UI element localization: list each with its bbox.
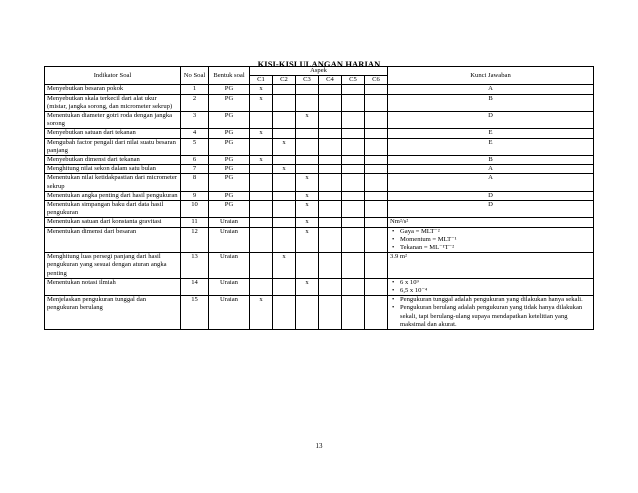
aspek-c3-cell	[296, 138, 319, 155]
indikator-cell: Mengubah factor pengali dari nilai suatu besaran panjang	[45, 138, 181, 155]
kunci-cell	[388, 138, 594, 155]
table-row	[45, 201, 594, 218]
page-number: 13	[315, 442, 323, 450]
aspek-c1-cell	[250, 191, 273, 200]
table-row	[45, 253, 594, 279]
header-aspek-c2: C2	[273, 76, 296, 85]
bentuk-soal-cell: Uraian	[209, 227, 250, 253]
aspek-c2-cell	[273, 156, 296, 165]
aspek-c2-cell: x	[273, 253, 296, 279]
kunci-list-item: • Pengukuran tunggal adalah pengukuran yang dilakukan hanya sekali.	[400, 296, 591, 304]
aspek-c4-cell	[319, 94, 342, 111]
kunci-cell	[388, 227, 594, 253]
header-aspek-c4: C4	[319, 76, 342, 85]
kunci-value: B	[488, 156, 493, 164]
aspek-c5-cell	[342, 218, 365, 227]
aspek-c3-cell: x	[296, 218, 319, 227]
aspek-c3-cell	[296, 85, 319, 94]
table-row	[45, 156, 594, 165]
table-row	[45, 165, 594, 174]
bentuk-soal-cell: Uraian	[209, 278, 250, 295]
aspek-c3-cell	[296, 156, 319, 165]
aspek-c2-cell: x	[273, 138, 296, 155]
indikator-cell: Menghitung luas persegi panjang dari hasil pengukuran yang sesuai dengan aturan angka penting	[45, 253, 181, 279]
kunci-value: 3.9 m²	[390, 253, 408, 261]
aspek-c1-cell: x	[250, 129, 273, 138]
aspek-c5-cell	[342, 174, 365, 191]
bentuk-soal-cell: PG	[209, 165, 250, 174]
aspek-c4-cell	[319, 296, 342, 330]
header-indikator: Indikator Soal	[45, 67, 181, 85]
aspek-c1-cell	[250, 201, 273, 218]
aspek-c6-cell	[365, 191, 388, 200]
no-soal-cell: 7	[181, 165, 209, 174]
aspek-c6-cell	[365, 201, 388, 218]
aspek-c5-cell	[342, 156, 365, 165]
aspek-c2-cell	[273, 201, 296, 218]
kunci-cell	[388, 191, 594, 200]
aspek-c6-cell	[365, 112, 388, 129]
aspek-c4-cell	[319, 129, 342, 138]
aspek-c5-cell	[342, 85, 365, 94]
kunci-list	[390, 279, 591, 295]
no-soal-cell: 2	[181, 94, 209, 111]
aspek-c2-cell	[273, 278, 296, 295]
aspek-c1-cell: x	[250, 296, 273, 330]
kunci-value: D	[488, 201, 493, 209]
aspek-c3-cell: x	[296, 278, 319, 295]
aspek-c5-cell	[342, 253, 365, 279]
aspek-c5-cell	[342, 165, 365, 174]
aspek-c4-cell	[319, 165, 342, 174]
aspek-c6-cell	[365, 94, 388, 111]
no-soal-cell: 1	[181, 85, 209, 94]
kunci-cell	[388, 165, 594, 174]
bentuk-soal-cell: PG	[209, 156, 250, 165]
aspek-c1-cell	[250, 112, 273, 129]
aspek-c5-cell	[342, 129, 365, 138]
aspek-c1-cell	[250, 278, 273, 295]
kunci-cell	[388, 296, 594, 330]
indikator-cell: Menentukan diameter gotri roda dengan jangka sorong	[45, 112, 181, 129]
table-row	[45, 296, 594, 330]
aspek-c2-cell	[273, 174, 296, 191]
aspek-c5-cell	[342, 112, 365, 129]
aspek-c1-cell	[250, 253, 273, 279]
header-aspek-c6: C6	[365, 76, 388, 85]
aspek-c4-cell	[319, 174, 342, 191]
aspek-c4-cell	[319, 218, 342, 227]
aspek-c3-cell	[296, 296, 319, 330]
no-soal-cell: 15	[181, 296, 209, 330]
bentuk-soal-cell: PG	[209, 112, 250, 129]
indikator-cell: Menentukan satuan dari konstanta gravitasi	[45, 218, 181, 227]
aspek-c6-cell	[365, 253, 388, 279]
no-soal-cell: 6	[181, 156, 209, 165]
aspek-c3-cell	[296, 165, 319, 174]
aspek-c1-cell	[250, 218, 273, 227]
aspek-c6-cell	[365, 278, 388, 295]
aspek-c5-cell	[342, 94, 365, 111]
aspek-c1-cell	[250, 227, 273, 253]
table-row	[45, 278, 594, 295]
indikator-cell: Menentukan dimensi dari besaran	[45, 227, 181, 253]
aspek-c2-cell: x	[273, 165, 296, 174]
indikator-cell: Menyebutkan dimensi dari tekanan	[45, 156, 181, 165]
aspek-c6-cell	[365, 174, 388, 191]
aspek-c4-cell	[319, 201, 342, 218]
bentuk-soal-cell: Uraian	[209, 253, 250, 279]
aspek-c2-cell	[273, 218, 296, 227]
aspek-c4-cell	[319, 191, 342, 200]
aspek-c1-cell	[250, 174, 273, 191]
aspek-c1-cell: x	[250, 94, 273, 111]
aspek-c4-cell	[319, 112, 342, 129]
kunci-cell	[388, 174, 594, 191]
aspek-c6-cell	[365, 227, 388, 253]
aspek-c4-cell	[319, 278, 342, 295]
bentuk-soal-cell: PG	[209, 174, 250, 191]
kunci-list	[390, 296, 591, 329]
table-row	[45, 227, 594, 253]
aspek-c2-cell	[273, 85, 296, 94]
header-bentuk-soal: Bentuk soal	[209, 67, 250, 85]
aspek-c6-cell	[365, 165, 388, 174]
table-row	[45, 112, 594, 129]
document-title: KISI-KISI ULANGAN HARIAN	[257, 59, 381, 69]
bentuk-soal-cell: PG	[209, 129, 250, 138]
kunci-cell	[388, 278, 594, 295]
kunci-list-item: • Tekanan = ML⁻¹T⁻²	[400, 244, 591, 252]
kunci-cell	[388, 156, 594, 165]
no-soal-cell: 12	[181, 227, 209, 253]
bentuk-soal-cell: PG	[209, 85, 250, 94]
no-soal-cell: 4	[181, 129, 209, 138]
aspek-c2-cell	[273, 191, 296, 200]
aspek-c6-cell	[365, 218, 388, 227]
kunci-list-item: • 6 x 10⁹	[400, 279, 591, 287]
aspek-c2-cell	[273, 296, 296, 330]
indikator-cell: Menyebutkan skala terkecil dari alat ukur (mistar, jangka sorong, dan micrometer sekrup)	[45, 94, 181, 111]
kunci-list-item: • Pengukuran berulang adalah pengukuran yang tidak hanya dilakukan sekali, tapi berulang-ulang supaya mendapatkan ketelitian yang maksimal dan akurat.	[400, 304, 591, 329]
aspek-c6-cell	[365, 129, 388, 138]
kunci-cell	[388, 94, 594, 111]
kunci-list-item: • Gaya = MLT⁻²	[400, 228, 591, 236]
aspek-c5-cell	[342, 296, 365, 330]
indikator-cell: Menentukan notasi ilmiah	[45, 278, 181, 295]
aspek-c5-cell	[342, 191, 365, 200]
kunci-cell	[388, 129, 594, 138]
kunci-cell	[388, 201, 594, 218]
bentuk-soal-cell: PG	[209, 94, 250, 111]
kunci-list-item: • Momentum = MLT⁻¹	[400, 236, 591, 244]
no-soal-cell: 5	[181, 138, 209, 155]
aspek-c2-cell	[273, 94, 296, 111]
kunci-value: A	[488, 174, 493, 182]
no-soal-cell: 14	[181, 278, 209, 295]
indikator-cell: Menyebutkan besaran pokok	[45, 85, 181, 94]
bentuk-soal-cell: PG	[209, 191, 250, 200]
table-row	[45, 218, 594, 227]
kunci-value: E	[488, 138, 493, 146]
kisi-kisi-table	[44, 66, 594, 330]
aspek-c6-cell	[365, 296, 388, 330]
header-aspek: Aspek	[250, 67, 388, 76]
no-soal-cell: 13	[181, 253, 209, 279]
kunci-value: A	[488, 85, 493, 93]
indikator-cell: Menentukan simpangan baku dari data hasil pengukuran	[45, 201, 181, 218]
header-aspek-c5: C5	[342, 76, 365, 85]
indikator-cell: Menyebutkan satuan dari tekanan	[45, 129, 181, 138]
aspek-c2-cell	[273, 227, 296, 253]
indikator-cell: Menentukan nilai ketidakpastian dari micrometer sekrup	[45, 174, 181, 191]
bentuk-soal-cell: PG	[209, 201, 250, 218]
aspek-c2-cell	[273, 129, 296, 138]
indikator-cell: Menghitung nilai sekon dalam satu bulan	[45, 165, 181, 174]
indikator-cell: Menjelaskan pengukuran tunggal dan pengukuran berulang	[45, 296, 181, 330]
no-soal-cell: 3	[181, 112, 209, 129]
aspek-c3-cell	[296, 129, 319, 138]
no-soal-cell: 11	[181, 218, 209, 227]
kunci-cell	[388, 253, 594, 279]
aspek-c6-cell	[365, 85, 388, 94]
aspek-c5-cell	[342, 278, 365, 295]
table-row	[45, 129, 594, 138]
aspek-c3-cell	[296, 94, 319, 111]
aspek-c1-cell	[250, 138, 273, 155]
kunci-cell	[388, 112, 594, 129]
aspek-c3-cell: x	[296, 191, 319, 200]
aspek-c4-cell	[319, 227, 342, 253]
kunci-list	[390, 228, 591, 253]
bentuk-soal-cell: Uraian	[209, 296, 250, 330]
kunci-value: Nm²/s²	[390, 218, 409, 226]
bentuk-soal-cell: Uraian	[209, 218, 250, 227]
table-row	[45, 85, 594, 94]
kunci-value: D	[488, 112, 493, 120]
kunci-cell	[388, 85, 594, 94]
aspek-c4-cell	[319, 253, 342, 279]
header-kunci-jawaban: Kunci Jawaban	[388, 67, 594, 85]
kunci-value: A	[488, 165, 493, 173]
kunci-value: E	[488, 129, 493, 137]
no-soal-cell: 10	[181, 201, 209, 218]
aspek-c5-cell	[342, 201, 365, 218]
aspek-c2-cell	[273, 112, 296, 129]
table-row	[45, 94, 594, 111]
kunci-list-item: • 6,5 x 10⁻⁴	[400, 287, 591, 295]
aspek-c4-cell	[319, 156, 342, 165]
kunci-value: D	[488, 191, 493, 199]
aspek-c5-cell	[342, 138, 365, 155]
aspek-c1-cell: x	[250, 85, 273, 94]
bentuk-soal-cell: PG	[209, 138, 250, 155]
aspek-c3-cell: x	[296, 174, 319, 191]
aspek-c1-cell: x	[250, 156, 273, 165]
aspek-c5-cell	[342, 227, 365, 253]
aspek-c3-cell: x	[296, 112, 319, 129]
aspek-c3-cell: x	[296, 227, 319, 253]
aspek-c4-cell	[319, 138, 342, 155]
aspek-c4-cell	[319, 85, 342, 94]
indikator-cell: Menentukan angka penting dari hasil pengukuran	[45, 191, 181, 200]
no-soal-cell: 9	[181, 191, 209, 200]
no-soal-cell: 8	[181, 174, 209, 191]
kunci-value: B	[488, 94, 493, 102]
aspek-c6-cell	[365, 156, 388, 165]
table-row	[45, 138, 594, 155]
header-aspek-c3: C3	[296, 76, 319, 85]
kunci-cell	[388, 218, 594, 227]
header-no-soal: No Soal	[181, 67, 209, 85]
aspek-c6-cell	[365, 138, 388, 155]
aspek-c1-cell	[250, 165, 273, 174]
table-row	[45, 191, 594, 200]
aspek-c3-cell: x	[296, 201, 319, 218]
header-aspek-c1: C1	[250, 76, 273, 85]
aspek-c3-cell	[296, 253, 319, 279]
table-row	[45, 174, 594, 191]
